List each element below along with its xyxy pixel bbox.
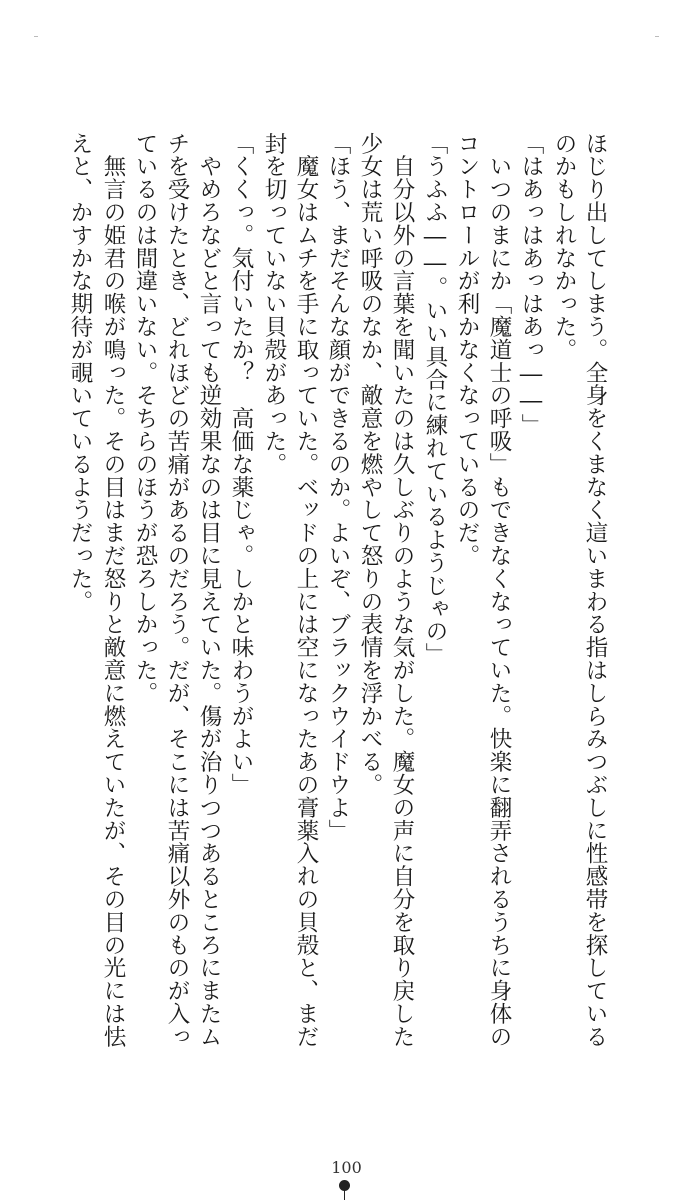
text-column-9: 「ほう、まだそんな顔ができるのか。よいぞ、ブラックウイドウよ」 xyxy=(325,132,351,842)
text-column-17: えと、かすかな期待が覗いているようだった。 xyxy=(67,132,93,613)
text-column-4: いつのまにか「魔道士の呼吸」もできなくなっていた。快楽に翻弄されるうちに身体の xyxy=(486,132,512,1048)
text-column-8: 少女は荒い呼吸のなか、敵意を燃やして怒りの表情を浮かべる。 xyxy=(357,132,383,797)
text-column-15: ているのは間違いない。そちらのほうが恐ろしかった。 xyxy=(132,132,158,705)
text-column-16: 無言の姫君の喉が鳴った。その目はまだ怒りと敵意に燃えていたが、その目の光には怯 xyxy=(100,132,126,1048)
crop-mark-right xyxy=(655,36,659,41)
text-column-5: コントロールが利かなくなっているのだ。 xyxy=(454,132,480,568)
text-column-2: のかもしれなかった。 xyxy=(551,132,577,361)
text-column-11: 封を切っていない貝殻があった。 xyxy=(261,132,287,476)
text-column-14: チを受けたとき、どれほどの苦痛があるのだろう。だが、そこには苦痛以外のものが入っ xyxy=(164,132,190,1048)
text-column-10: 魔女はムチを手に取っていた。ベッドの上には空になったあの膏薬入れの貝殻と、まだ xyxy=(293,132,319,1048)
text-column-6: 「うふふ――。いい具合に練れているようじゃの」 xyxy=(422,132,448,666)
page-marker-stem xyxy=(344,1190,345,1200)
page-number: 100 xyxy=(331,1158,362,1177)
text-column-13: やめろなどと言っても逆効果なのは目に見えていた。傷が治りつつあるところにまたム xyxy=(196,132,222,1048)
text-column-3: 「はあっはあっはあっ――」 xyxy=(518,132,544,437)
text-column-12: 「くくっ。気付いたか？ 高価な薬じゃ。しかと味わうがよい」 xyxy=(228,132,254,797)
text-column-1: ほじり出してしまう。全身をくまなく這いまわる指はしらみつぶしに性感帯を探している xyxy=(582,132,608,1048)
text-column-7: 自分以外の言葉を聞いたのは久しぶりのような気がした。魔女の声に自分を取り戻した xyxy=(389,132,415,1048)
crop-mark-left xyxy=(34,36,38,41)
